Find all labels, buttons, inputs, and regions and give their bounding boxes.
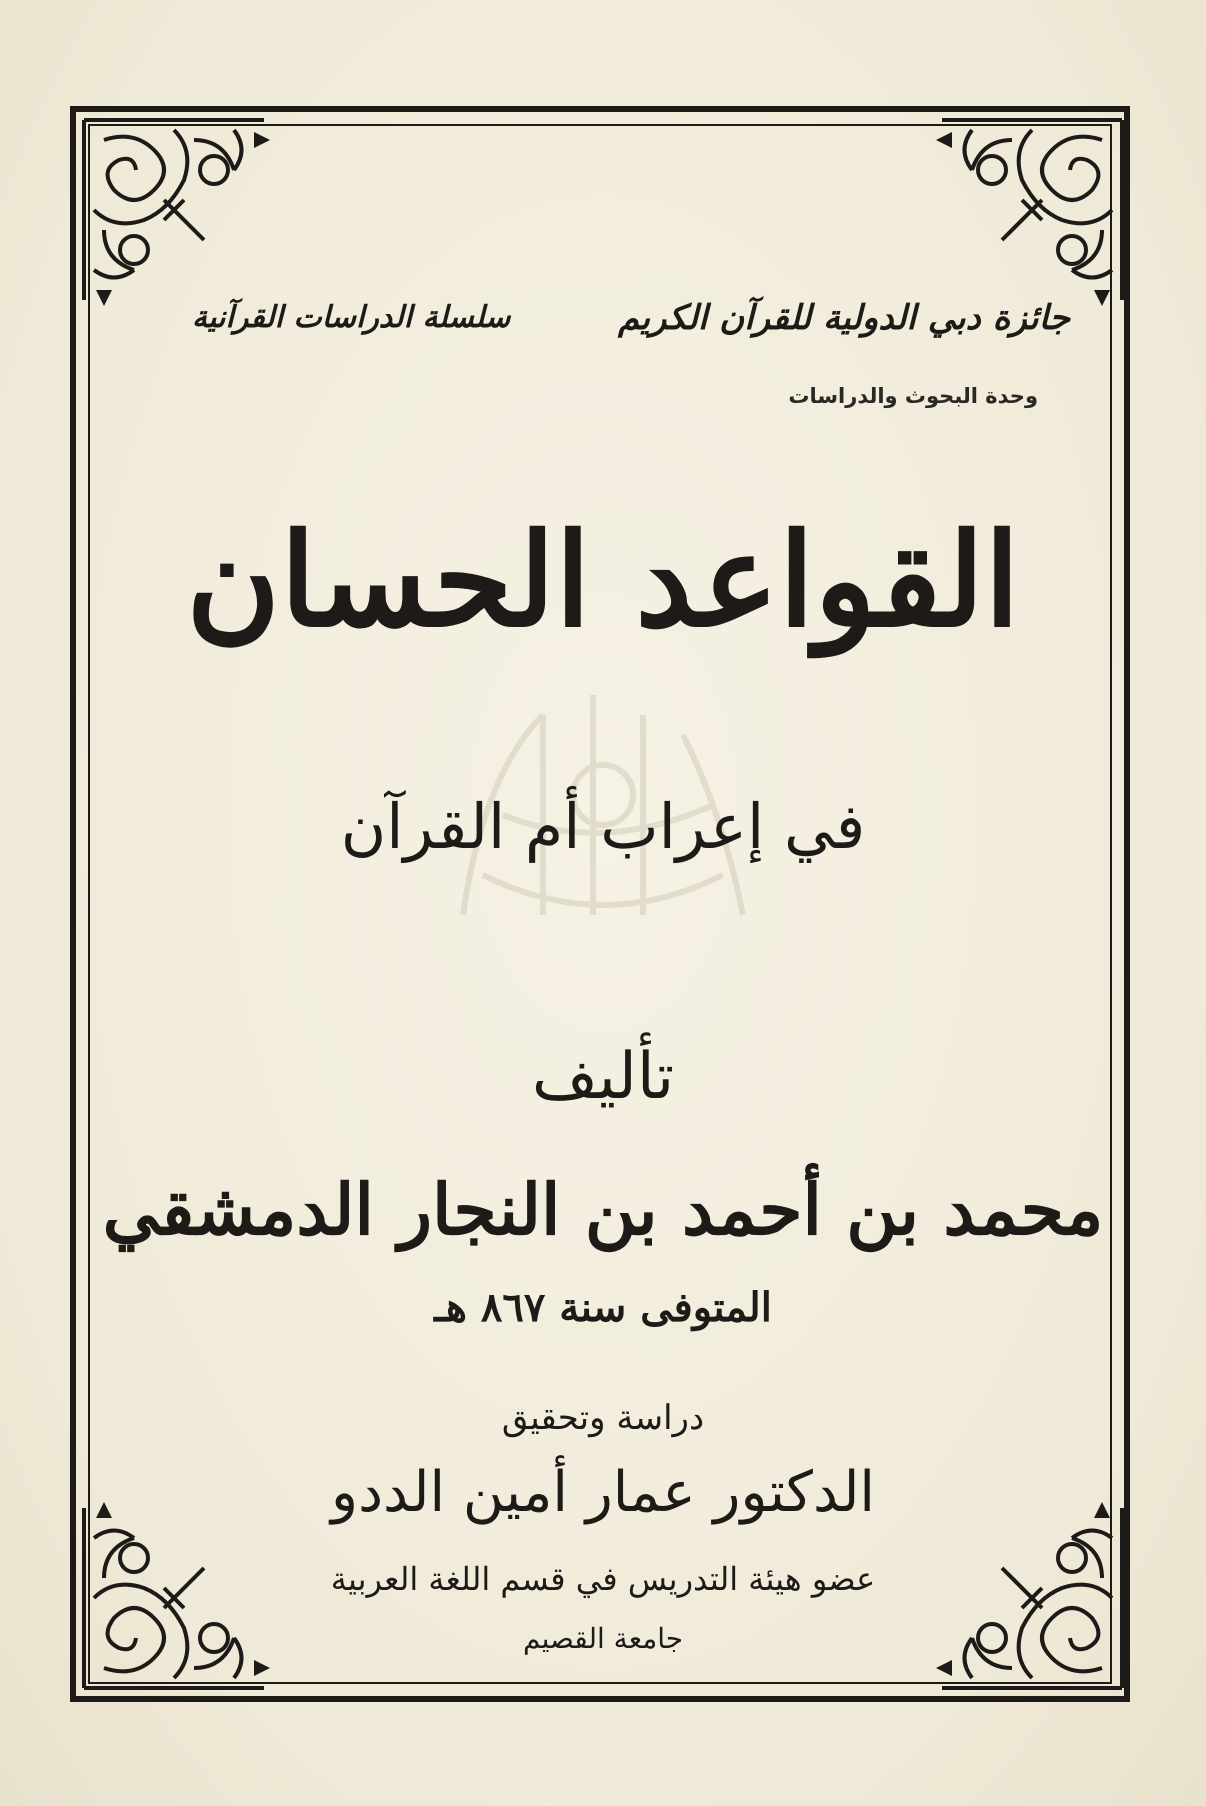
corner-ornament-bottom-left xyxy=(74,1498,274,1698)
research-unit: وحدة البحوث والدراسات xyxy=(788,384,1038,408)
editor-name: الدكتور عمار أمين الددو xyxy=(331,1460,875,1525)
author-name: محمد بن أحمد بن النجار الدمشقي xyxy=(102,1168,1104,1251)
editor-role: عضو هيئة التدريس في قسم اللغة العربية xyxy=(330,1560,876,1598)
award-name: جائزة دبي الدولية للقرآن الكريم xyxy=(617,298,1070,338)
corner-ornament-top-right xyxy=(932,110,1132,310)
book-title: القواعد الحسان xyxy=(186,506,1020,656)
corner-ornament-top-left xyxy=(74,110,274,310)
study-label: دراسة وتحقيق xyxy=(501,1398,705,1438)
book-subtitle: في إعراب أم القرآن xyxy=(340,790,866,863)
university-name: جامعة القصيم xyxy=(522,1622,684,1655)
corner-ornament-bottom-right xyxy=(932,1498,1132,1698)
author-death-year: المتوفى سنة ٨٦٧ هـ xyxy=(434,1284,772,1331)
series-name: سلسلة الدراسات القرآنية xyxy=(192,300,511,335)
authorship-label: تأليف xyxy=(531,1040,675,1114)
